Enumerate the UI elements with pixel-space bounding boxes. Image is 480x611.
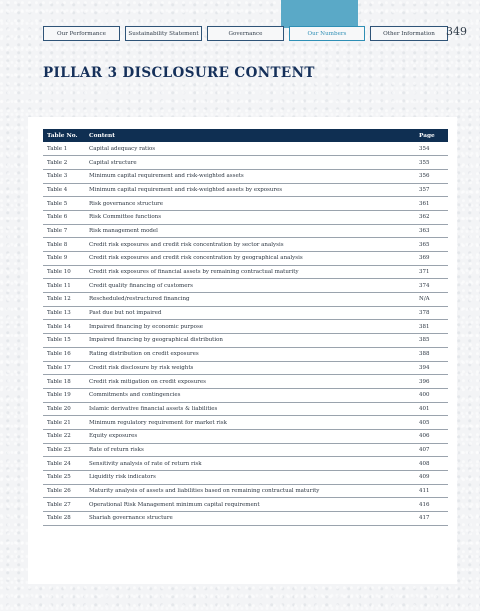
row-page: 394 (414, 361, 448, 375)
table-row (43, 265, 448, 279)
row-page: 388 (414, 347, 448, 361)
row-content: Credit quality financing of customers (85, 279, 414, 293)
row-table-no: Table 7 (43, 224, 85, 238)
table-row (43, 238, 448, 252)
row-page: 396 (414, 375, 448, 389)
table-row (43, 498, 448, 512)
row-content: Rate of return risks (85, 443, 414, 457)
table-row (43, 471, 448, 485)
row-page: 381 (414, 320, 448, 334)
row-page: 411 (414, 484, 448, 498)
row-table-no: Table 19 (43, 388, 85, 402)
content-card (28, 117, 457, 584)
row-table-no: Table 25 (43, 471, 85, 485)
row-page: 385 (414, 334, 448, 348)
disclosure-table (43, 129, 448, 526)
row-table-no: Table 12 (43, 293, 85, 307)
table-row (43, 347, 448, 361)
top-navigation (43, 26, 448, 41)
row-content: Past due but not impaired (85, 306, 414, 320)
row-content: Equity exposures (85, 429, 414, 443)
table-body (43, 142, 448, 525)
table-row (43, 224, 448, 238)
row-content: Minimum capital requirement and risk-weighted assets by exposures (85, 183, 414, 197)
row-content: Capital adequacy ratios (85, 142, 414, 156)
row-table-no: Table 14 (43, 320, 85, 334)
table-row (43, 169, 448, 183)
table-row (43, 279, 448, 293)
row-table-no: Table 16 (43, 347, 85, 361)
row-page: N/A (414, 293, 448, 307)
row-table-no: Table 18 (43, 375, 85, 389)
table-row (43, 156, 448, 170)
row-page: 406 (414, 429, 448, 443)
row-page: 354 (414, 142, 448, 156)
row-table-no: Table 4 (43, 183, 85, 197)
row-page: 409 (414, 471, 448, 485)
row-page: 408 (414, 457, 448, 471)
row-table-no: Table 1 (43, 142, 85, 156)
row-table-no: Table 5 (43, 197, 85, 211)
row-table-no: Table 11 (43, 279, 85, 293)
row-content: Risk management model (85, 224, 414, 238)
table-row (43, 293, 448, 307)
row-page: 400 (414, 388, 448, 402)
row-content: Sensitivity analysis of rate of return risk (85, 457, 414, 471)
tab-governance[interactable]: Governance (207, 26, 284, 41)
table-row (43, 388, 448, 402)
row-page: 371 (414, 265, 448, 279)
table-row (43, 142, 448, 156)
table-row (43, 416, 448, 430)
row-content: Islamic derivative financial assets & liabilities (85, 402, 414, 416)
table-row (43, 183, 448, 197)
tab-other-information[interactable]: Other Information (370, 26, 448, 41)
table-row (43, 361, 448, 375)
row-content: Credit risk exposures and credit risk concentration by sector analysis (85, 238, 414, 252)
row-content: Minimum capital requirement and risk-weighted assets (85, 169, 414, 183)
row-content: Minimum regulatory requirement for market risk (85, 416, 414, 430)
row-table-no: Table 13 (43, 306, 85, 320)
row-page: 374 (414, 279, 448, 293)
row-table-no: Table 23 (43, 443, 85, 457)
table-row (43, 334, 448, 348)
row-content: Impaired financing by economic purpose (85, 320, 414, 334)
header-page: Page (419, 132, 435, 139)
row-table-no: Table 3 (43, 169, 85, 183)
table-row (43, 375, 448, 389)
header-content: Content (89, 132, 115, 139)
row-table-no: Table 17 (43, 361, 85, 375)
row-table-no: Table 22 (43, 429, 85, 443)
table-row (43, 512, 448, 526)
row-page: 416 (414, 498, 448, 512)
row-table-no: Table 2 (43, 156, 85, 170)
row-page: 407 (414, 443, 448, 457)
tab-our-numbers[interactable]: Our Numbers (289, 26, 365, 41)
row-content: Capital structure (85, 156, 414, 170)
row-page: 361 (414, 197, 448, 211)
tab-sustainability-statement[interactable]: Sustainability Statement (125, 26, 202, 41)
row-table-no: Table 6 (43, 210, 85, 224)
row-table-no: Table 15 (43, 334, 85, 348)
table-row (43, 197, 448, 211)
page-number: 349 (446, 25, 467, 38)
row-page: 378 (414, 306, 448, 320)
row-page: 369 (414, 252, 448, 266)
row-page: 355 (414, 156, 448, 170)
row-table-no: Table 9 (43, 252, 85, 266)
row-page: 405 (414, 416, 448, 430)
row-content: Impaired financing by geographical distribution (85, 334, 414, 348)
table-row (43, 210, 448, 224)
table-row (43, 402, 448, 416)
header-table-no: Table No. (47, 132, 78, 139)
row-content: Risk governance structure (85, 197, 414, 211)
row-content: Commitments and contingencies (85, 388, 414, 402)
row-table-no: Table 20 (43, 402, 85, 416)
row-page: 401 (414, 402, 448, 416)
table-row (43, 306, 448, 320)
table-row (43, 443, 448, 457)
row-page: 363 (414, 224, 448, 238)
row-page: 365 (414, 238, 448, 252)
table-row (43, 429, 448, 443)
table-row (43, 252, 448, 266)
tab-our-performance[interactable]: Our Performance (43, 26, 120, 41)
row-content: Credit risk disclosure by risk weights (85, 361, 414, 375)
row-content: Shariah governance structure (85, 512, 414, 526)
row-page: 356 (414, 169, 448, 183)
row-table-no: Table 24 (43, 457, 85, 471)
row-table-no: Table 10 (43, 265, 85, 279)
row-table-no: Table 21 (43, 416, 85, 430)
row-page: 357 (414, 183, 448, 197)
table-row (43, 484, 448, 498)
row-content: Liquidity risk indicators (85, 471, 414, 485)
row-content: Maturity analysis of assets and liabilities based on remaining contractual maturity (85, 484, 414, 498)
active-tab-highlight (281, 0, 358, 28)
row-content: Credit risk mitigation on credit exposures (85, 375, 414, 389)
row-content: Rescheduled/restructured financing (85, 293, 414, 307)
row-content: Credit risk exposures of financial assets by remaining contractual maturity (85, 265, 414, 279)
row-table-no: Table 26 (43, 484, 85, 498)
row-table-no: Table 28 (43, 512, 85, 526)
table-row (43, 320, 448, 334)
row-content: Operational Risk Management minimum capital requirement (85, 498, 414, 512)
row-content: Credit risk exposures and credit risk concentration by geographical analysis (85, 252, 414, 266)
row-content: Risk Committee functions (85, 210, 414, 224)
row-page: 417 (414, 512, 448, 526)
row-table-no: Table 8 (43, 238, 85, 252)
row-table-no: Table 27 (43, 498, 85, 512)
row-page: 362 (414, 210, 448, 224)
page-title: PILLAR 3 DISCLOSURE CONTENT (43, 65, 315, 81)
table-header-row (43, 129, 448, 142)
table-row (43, 457, 448, 471)
row-content: Rating distribution on credit exposures (85, 347, 414, 361)
